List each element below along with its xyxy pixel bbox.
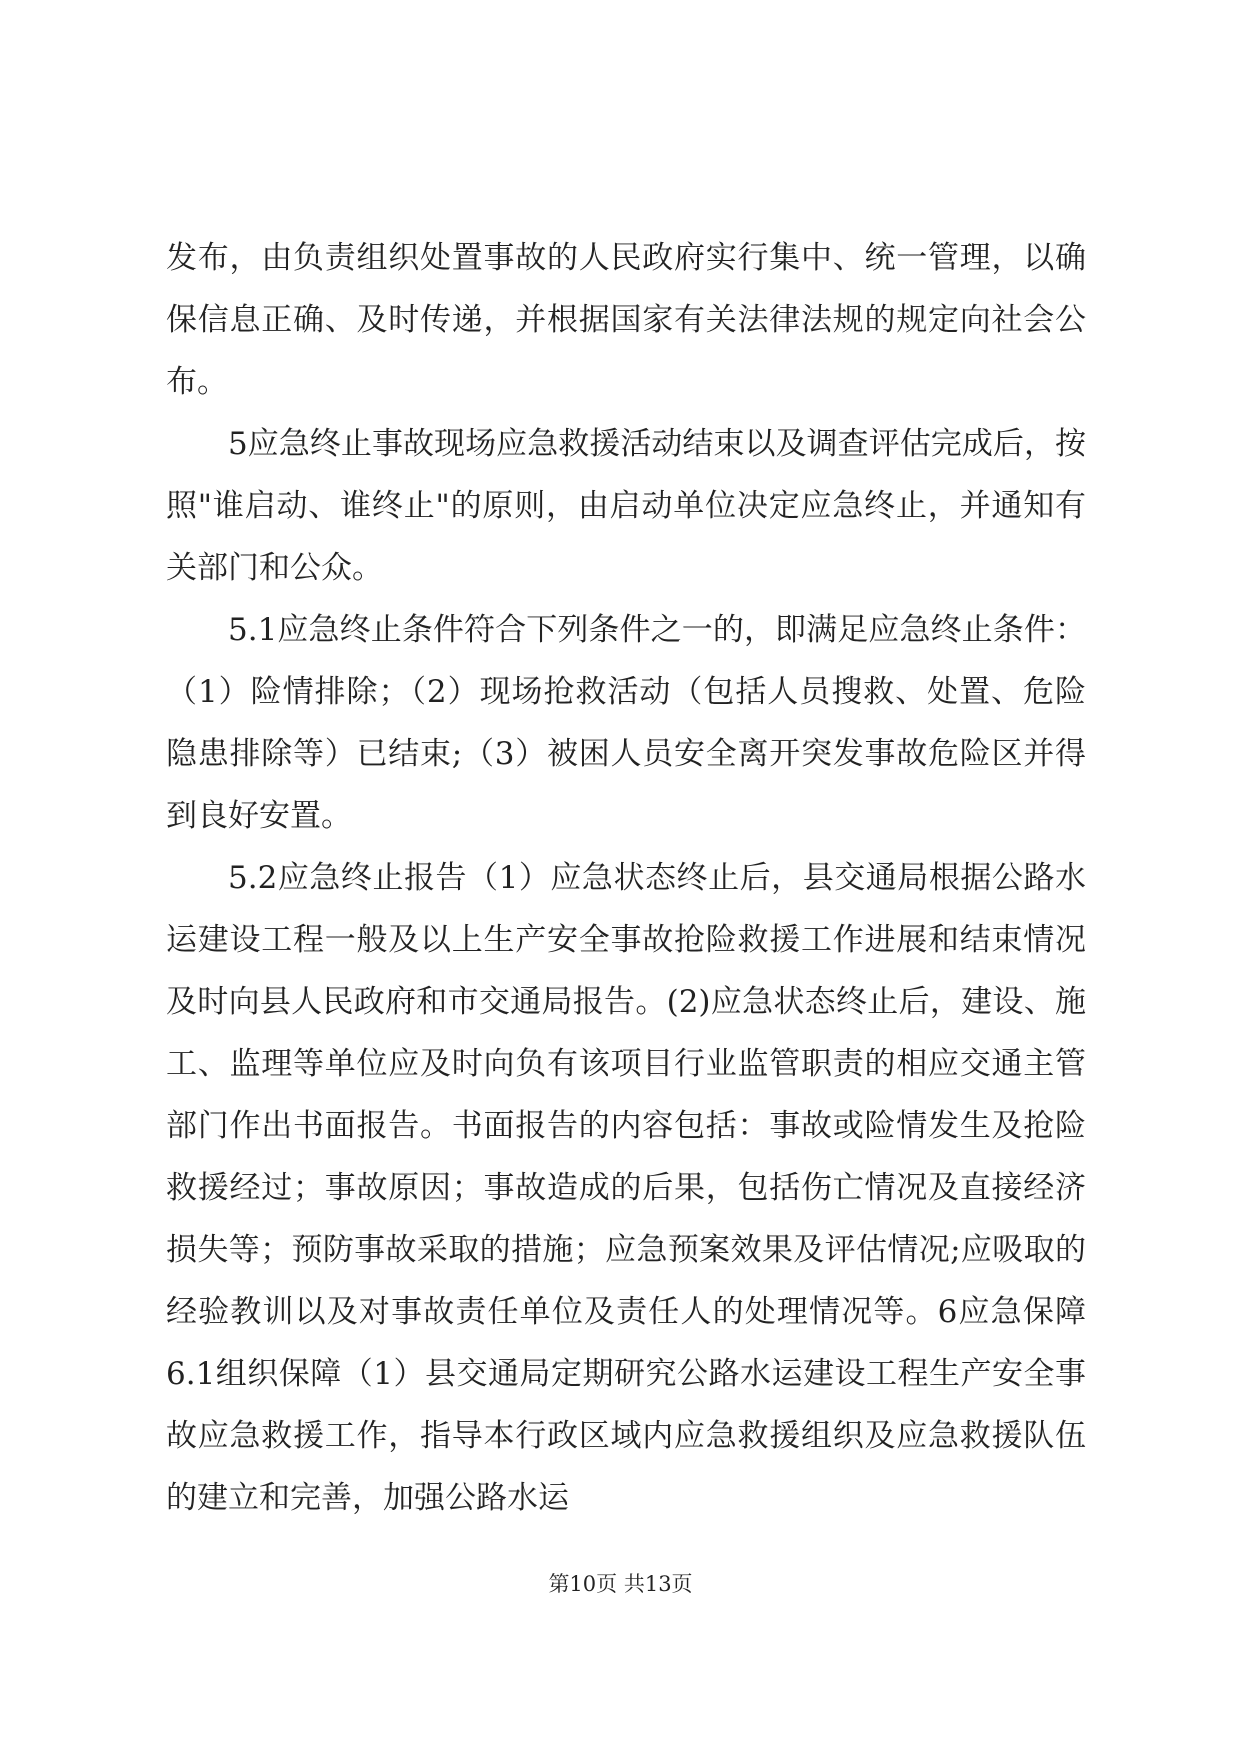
paragraph-section-5-2: 5.2应急终止报告（1）应急状态终止后，县交通局根据公路水运建设工程一般及以上生产安全事故抢险救援工作进展和结束情况及时向县人民政府和市交通局报告。(2)应急状态终止后，建设、施工、监理等单位应及时向负有该项目行业监管职责的相应交通主管部门作出书面报告。书面报告的内容包括：事故或险情发生及抢险救援经过；事故原因；事故造成的后果，包括伤亡情况及直接经济损失等；预防事故采取的措施；应急预案效果及评估情况;应吸取的经验教训以及对事故责任单位及责任人的处理情况等。6应急保障6.1组织保障（1）县交通局定期研究公路水运建设工程生产安全事故应急救援工作，指导本行政区域内应急救援组织及应急救援队伍的建立和完善，加强公路水运 (166, 860, 1086, 1516)
paragraph-continuation: 发布，由负责组织处置事故的人民政府实行集中、统一管理，以确保信息正确、及时传递，并根据国家有关法律法规的规定向社会公布。 (166, 240, 1086, 400)
document-body (166, 227, 1086, 1529)
page-footer: 第10页 共13页 (548, 1572, 693, 1596)
paragraph-section-5: 5应急终止事故现场应急救援活动结束以及调查评估完成后，按照"谁启动、谁终止"的原则，由启动单位决定应急终止，并通知有关部门和公众。 (166, 426, 1086, 586)
paragraph-section-5-1: 5.1应急终止条件符合下列条件之一的，即满足应急终止条件：（1）险情排除；（2）现场抢救活动（包括人员搜救、处置、危险隐患排除等）已结束;（3）被困人员安全离开突发事故危险区并得到良好安置。 (166, 612, 1086, 834)
